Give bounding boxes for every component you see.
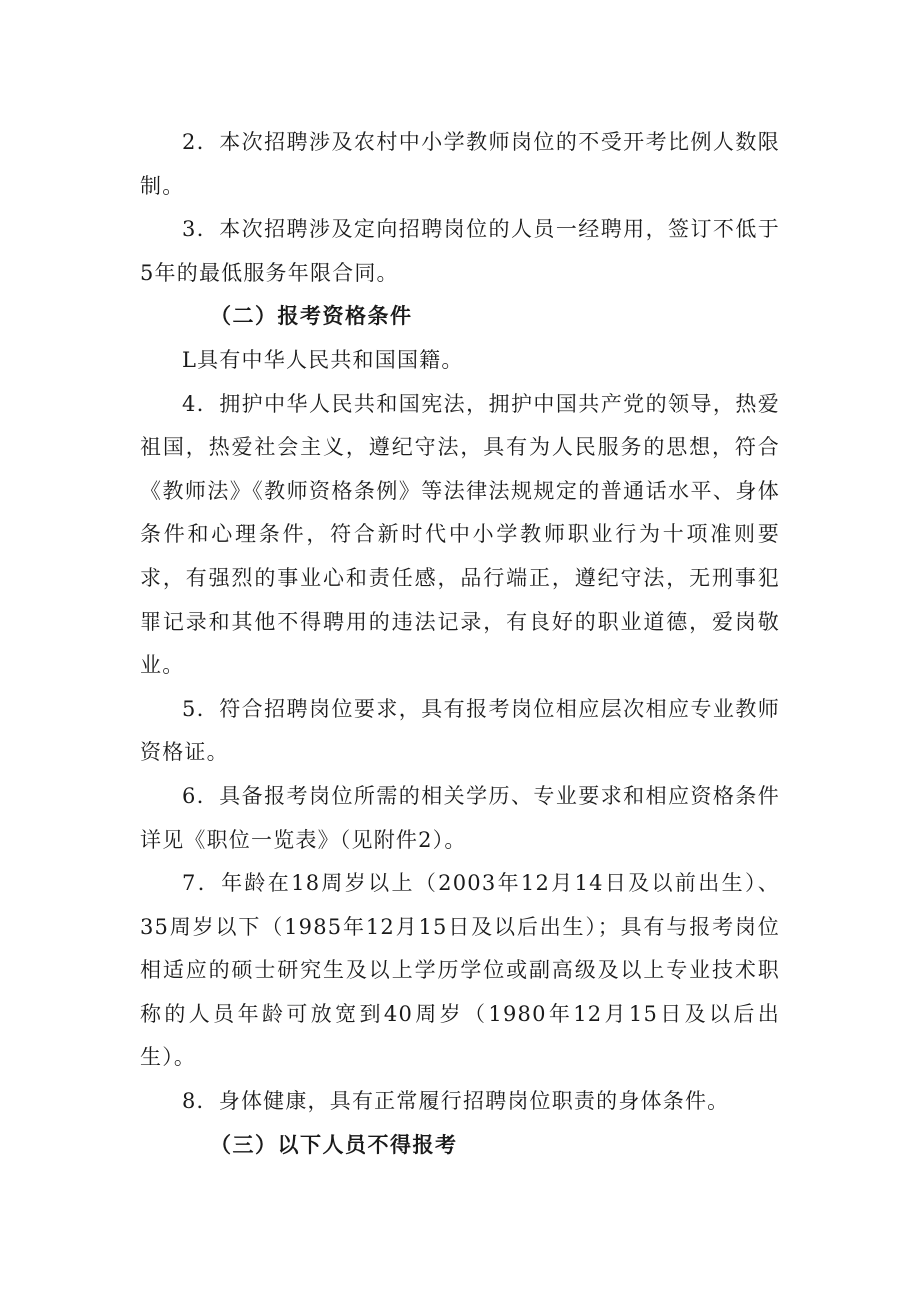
paragraph-item-1: L具有中华人民共和国国籍。 [182,347,464,372]
paragraph-item-6: 6．具备报考岗位所需的相关学历、专业要求和相应资格条件详见《职位一览表》（见附件2）。 [140,783,780,852]
paragraph-item-8: 8．身体健康，具有正常履行招聘岗位职责的身体条件。 [182,1089,730,1114]
paragraph-item-7: 7．年龄在18周岁以上（2003年12月14日及以前出生）、35周岁以下（1985年12月15日及以后出生）；具有与报考岗位相适应的硕士研究生及以上学历学位或副高级及以上专业技术职称的人员年龄可放宽到40周岁（1980年12月15日及以后出生）。 [140,871,780,1070]
paragraph-item-4: 4．拥护中华人民共和国宪法，拥护中国共产党的领导，热爱祖国，热爱社会主义，遵纪守法，具有为人民服务的思想，符合《教师法》《教师资格条例》等法律法规规定的普通话水平、身体条件和心理条件，符合新时代中小学教师职业行为十项准则要求，有强烈的事业心和责任感，品行端正，遵纪守法，无刑事犯罪记录和其他不得聘用的违法记录，有良好的职业道德，爱岗敬业。 [140,391,780,678]
section-heading-excluded: （三）以下人员不得报考 [210,1132,458,1157]
paragraph-item-2: 2．本次招聘涉及农村中小学教师岗位的不受开考比例人数限制。 [140,130,780,198]
section-heading-qualifications: （二）报考资格条件 [210,304,413,329]
paragraph-item-3: 3．本次招聘涉及定向招聘岗位的人员一经聘用，签订不低于5年的最低服务年限合同。 [140,217,780,285]
paragraph-item-5: 5．符合招聘岗位要求，具有报考岗位相应层次相应专业教师资格证。 [140,696,780,765]
document-body [140,121,780,1167]
